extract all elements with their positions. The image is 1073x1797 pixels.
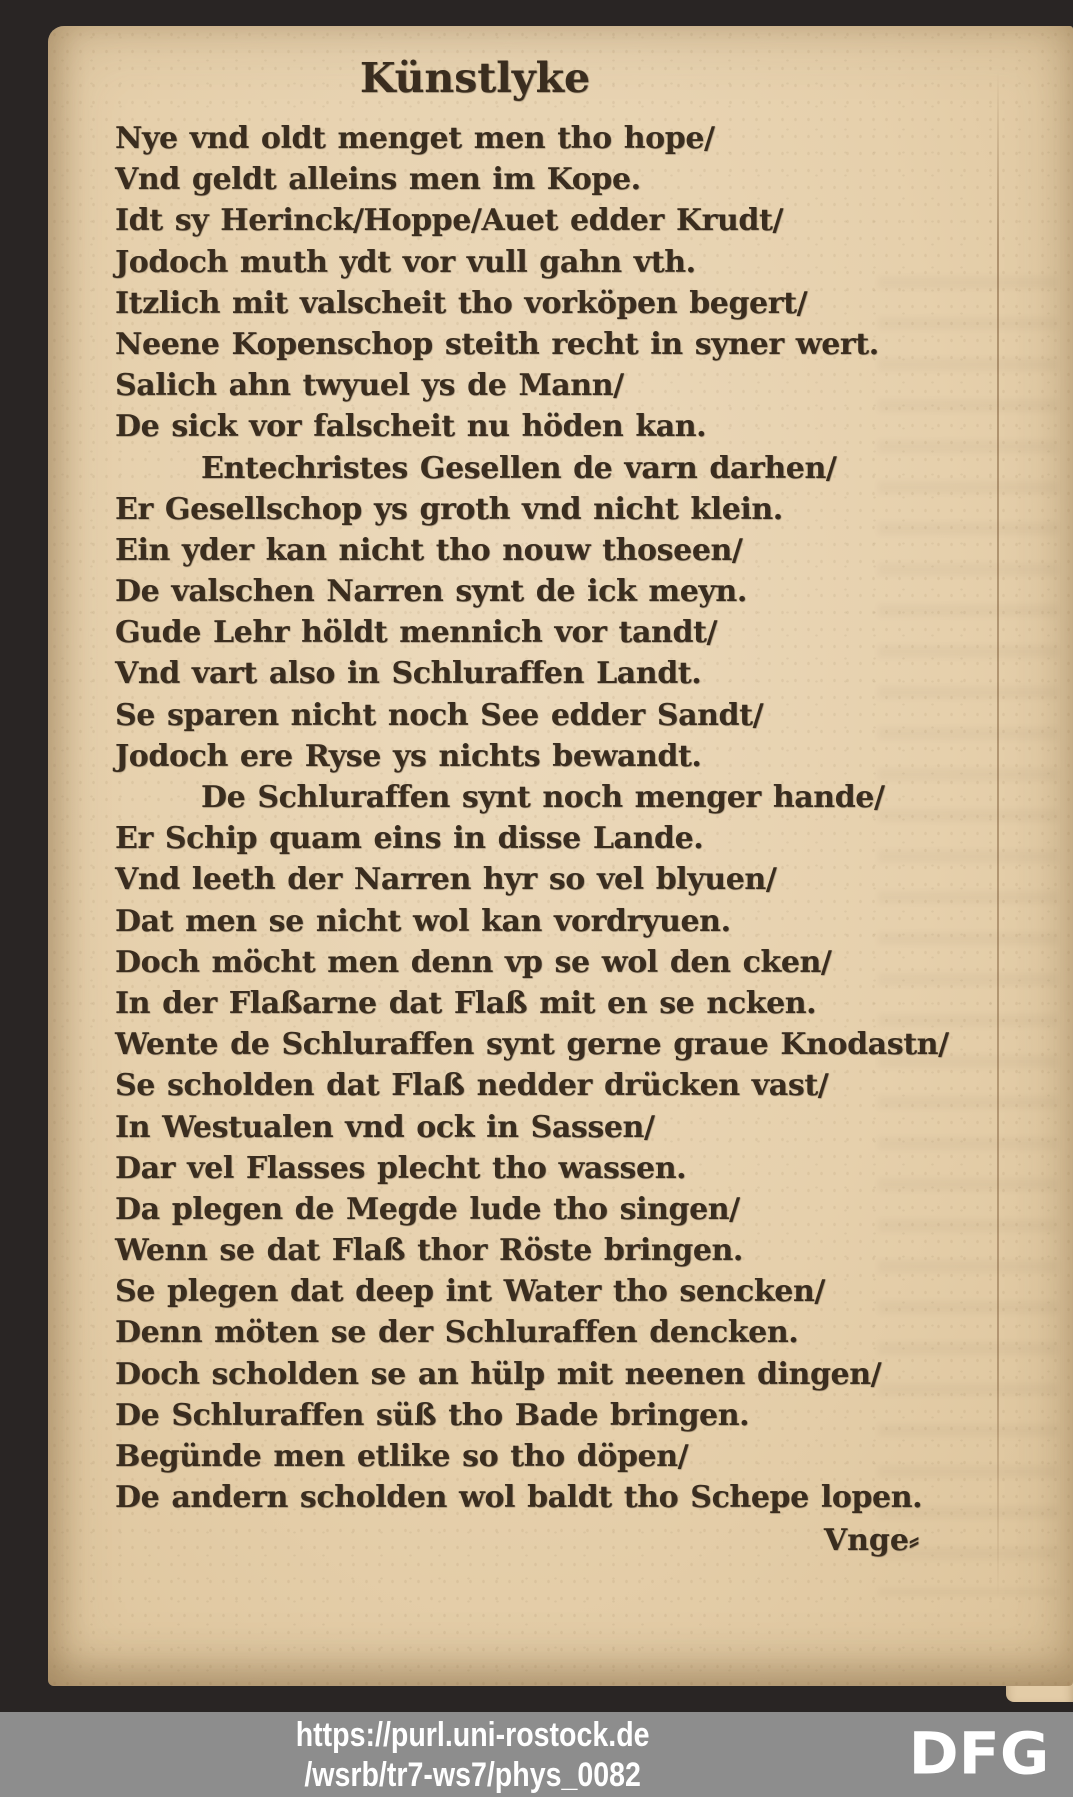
poem-line: Idt sy Herinck/Hoppe/Auet edder Krudt/ (115, 203, 784, 239)
poem-line: Er Schip quam eins in disse Lande. (115, 821, 704, 857)
poem-lines (115, 118, 949, 1518)
page-header-title: Künstlyke (359, 54, 591, 102)
poem-line: Vnd geldt alleins men im Kope. (115, 162, 641, 198)
persistent-url (0, 1715, 944, 1795)
poem-line: Gude Lehr höldt mennich vor tandt/ (115, 615, 718, 651)
page-fold-crease (997, 70, 999, 1600)
poem-line: Ein yder kan nicht tho nouw thoseen/ (115, 532, 743, 568)
poem-line: Se scholden dat Flaß nedder drücken vast/ (115, 1068, 829, 1104)
poem-line: Neene Kopenschop steith recht in syner wert. (115, 326, 879, 362)
poem-line: Er Gesellschop ys groth vnd nicht klein. (115, 491, 783, 527)
poem-line: Jodoch muth ydt vor vull gahn vth. (115, 244, 696, 280)
poem-line: Dat men se nicht wol kan vordryuen. (115, 903, 731, 939)
poem-line: De andern scholden wol baldt tho Schepe lopen. (115, 1480, 923, 1516)
poem-line: Begünde men etlike so tho döpen/ (115, 1439, 689, 1474)
poem-line: Doch scholden se an hülp mit neenen dingen/ (115, 1356, 882, 1392)
poem-line: Se plegen dat deep int Water tho sencken/ (115, 1274, 825, 1310)
poem-line: Doch möcht men denn vp se wol den cken/ (115, 944, 832, 980)
poem-line: Dar vel Flasses plecht tho wassen. (115, 1150, 687, 1186)
persistent-url-line2: /wsrb/tr7-ws7/phys_0082 (303, 1755, 641, 1794)
poem-line: Wenn se dat Flaß thor Röste bringen. (115, 1233, 743, 1269)
poem-line: Jodoch ere Ryse ys nichts bewandt. (115, 738, 702, 774)
poem-line: De sick vor falscheit nu höden kan. (115, 409, 707, 445)
poem-line: In der Flaßarne dat Flaß mit en se ncken. (115, 985, 817, 1021)
poem-line: Entechristes Gesellen de varn darhen/ (201, 450, 837, 486)
page-text-block (115, 54, 949, 1561)
poem-line: De Schluraffen synt noch menger hande/ (201, 780, 885, 815)
poem-line: Vnd leeth der Narren hyr so vel blyuen/ (115, 862, 777, 898)
poem-line: Vnd vart also in Schluraffen Landt. (115, 656, 702, 692)
poem-line: Nye vnd oldt menget men tho hope/ (115, 121, 715, 156)
poem-line: De valschen Narren synt de ick meyn. (115, 574, 747, 610)
poem-line: Itzlich mit valscheit tho vorköpen begert/ (115, 285, 808, 321)
footer-bar (0, 1712, 1073, 1797)
dfg-logo: DFG (908, 1719, 1049, 1788)
book-page (48, 26, 1073, 1686)
catchword: Vnge⸗ (823, 1523, 919, 1559)
poem-line: Salich ahn twyuel ys de Mann/ (115, 368, 624, 404)
poem-line: De Schluraffen süß tho Bade bringen. (115, 1397, 750, 1433)
poem-line: Wente de Schluraffen synt gerne graue Knodastn/ (115, 1027, 949, 1063)
poem-line: In Westualen vnd ock in Sassen/ (115, 1109, 655, 1145)
poem-line: Se sparen nicht noch See edder Sandt/ (115, 697, 764, 733)
poem-line: Denn möten se der Schluraffen dencken. (115, 1315, 799, 1351)
persistent-url-line1: https://purl.uni-rostock.de (295, 1715, 650, 1754)
poem-line: Da plegen de Megde lude tho singen/ (115, 1191, 740, 1227)
